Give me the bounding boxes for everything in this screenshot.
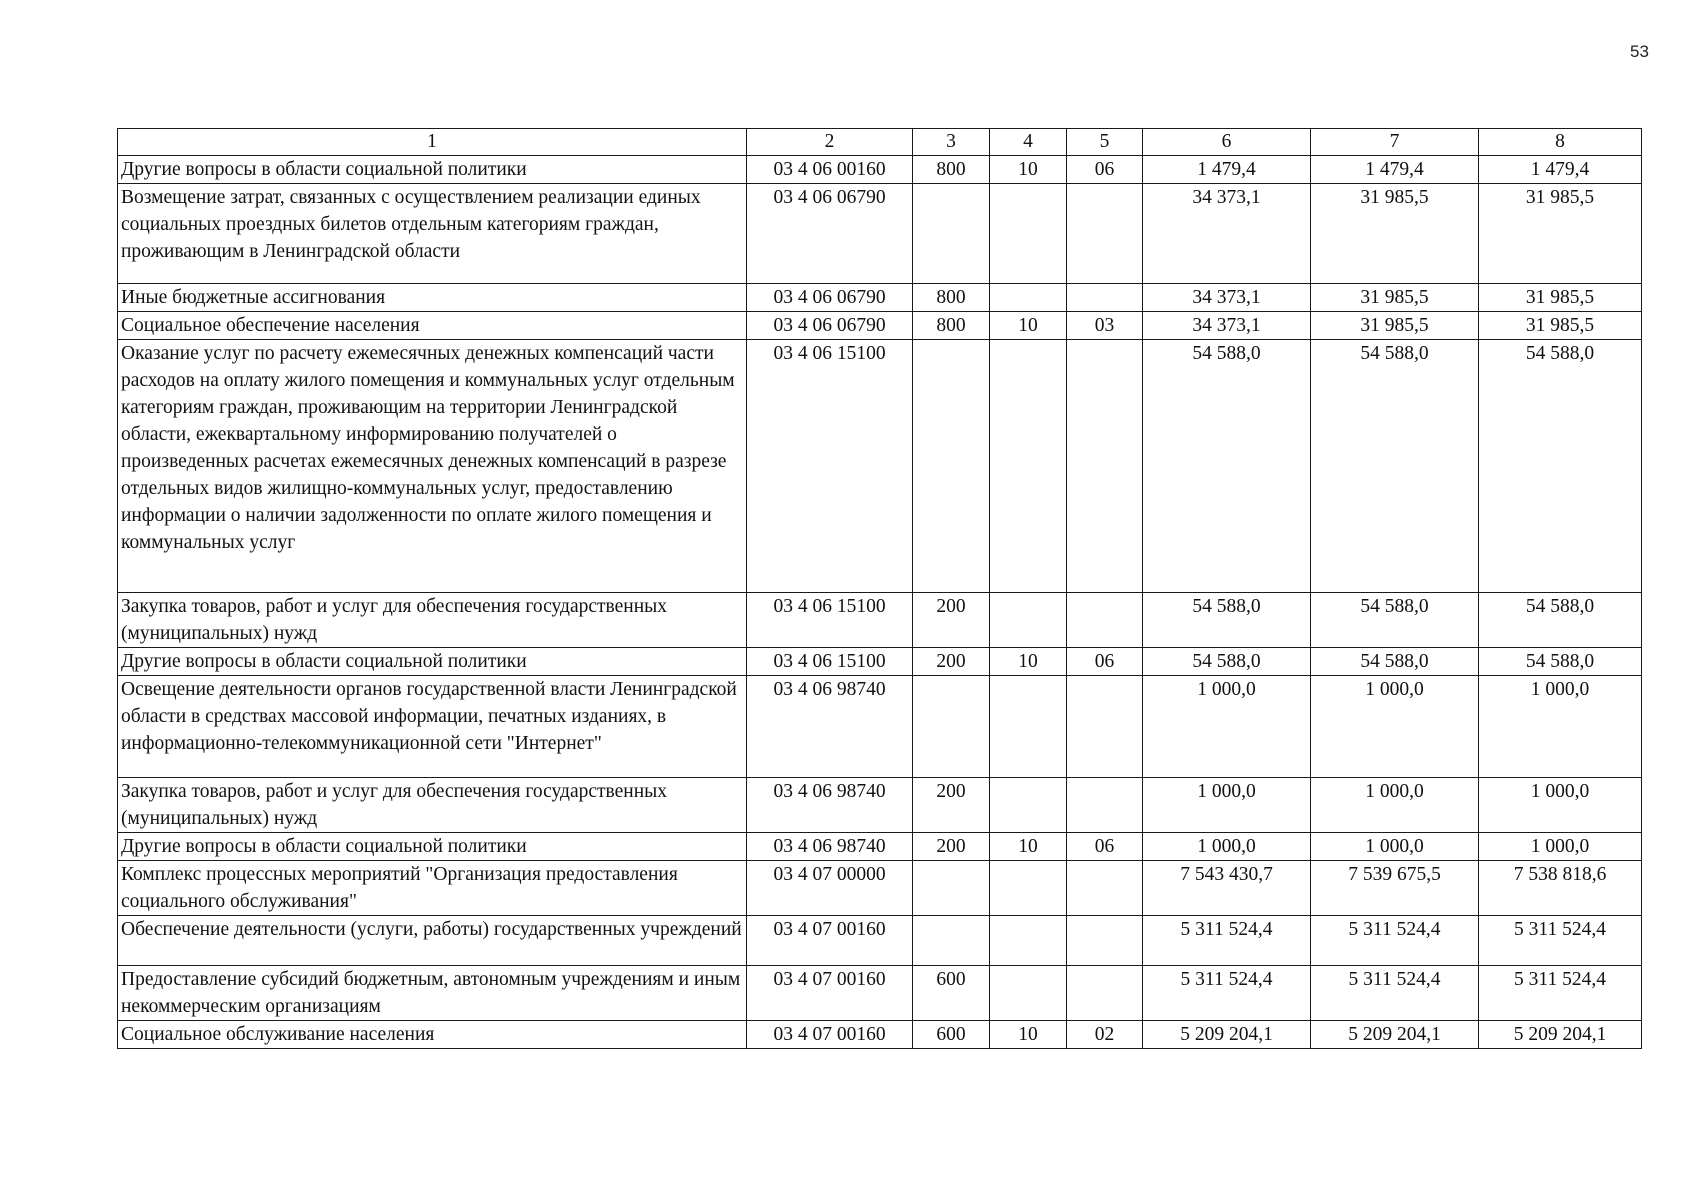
amount-col6-cell: 34 373,1: [1143, 312, 1311, 340]
table-row: [118, 312, 1642, 340]
expense-type-cell: [913, 916, 990, 966]
table-row: [118, 340, 1642, 593]
amount-col8-cell: 54 588,0: [1479, 340, 1642, 593]
target-code-cell: 03 4 06 06790: [747, 312, 913, 340]
expense-name-cell: Предоставление субсидий бюджетным, автономным учреждениям и иным некоммерческим организациям: [118, 966, 747, 1021]
subsection-cell: [1067, 916, 1143, 966]
target-code-cell: 03 4 06 98740: [747, 778, 913, 833]
amount-col8-cell: 31 985,5: [1479, 312, 1642, 340]
expense-type-cell: 600: [913, 966, 990, 1021]
amount-col7-cell: 31 985,5: [1311, 284, 1479, 312]
column-header: 8: [1479, 129, 1642, 156]
amount-col7-cell: 54 588,0: [1311, 593, 1479, 648]
amount-col8-cell: 1 000,0: [1479, 676, 1642, 778]
subsection-cell: 03: [1067, 312, 1143, 340]
section-cell: [990, 340, 1067, 593]
section-cell: [990, 284, 1067, 312]
amount-col7-cell: 54 588,0: [1311, 340, 1479, 593]
target-code-cell: 03 4 06 00160: [747, 156, 913, 184]
amount-col7-cell: 1 479,4: [1311, 156, 1479, 184]
page-number: 53: [1630, 42, 1649, 61]
expense-name-cell: Другие вопросы в области социальной политики: [118, 156, 747, 184]
table-row: [118, 1021, 1642, 1049]
amount-col7-cell: 54 588,0: [1311, 648, 1479, 676]
table-row: [118, 593, 1642, 648]
section-cell: [990, 184, 1067, 284]
target-code-cell: 03 4 06 98740: [747, 676, 913, 778]
column-header: 6: [1143, 129, 1311, 156]
subsection-cell: [1067, 778, 1143, 833]
section-cell: [990, 916, 1067, 966]
column-number-header: [118, 129, 1642, 156]
table-row: [118, 284, 1642, 312]
expense-type-cell: 800: [913, 284, 990, 312]
table-row: [118, 648, 1642, 676]
amount-col6-cell: 1 000,0: [1143, 676, 1311, 778]
amount-col7-cell: 1 000,0: [1311, 778, 1479, 833]
expense-type-cell: 600: [913, 1021, 990, 1049]
subsection-cell: 06: [1067, 156, 1143, 184]
section-cell: 10: [990, 648, 1067, 676]
section-cell: [990, 593, 1067, 648]
expense-name-cell: Социальное обеспечение населения: [118, 312, 747, 340]
amount-col7-cell: 5 209 204,1: [1311, 1021, 1479, 1049]
expense-type-cell: 800: [913, 312, 990, 340]
target-code-cell: 03 4 06 06790: [747, 184, 913, 284]
expense-name-cell: Закупка товаров, работ и услуг для обеспечения государственных (муниципальных) нужд: [118, 593, 747, 648]
target-code-cell: 03 4 06 15100: [747, 340, 913, 593]
column-header: 7: [1311, 129, 1479, 156]
amount-col6-cell: 54 588,0: [1143, 340, 1311, 593]
expense-name-cell: Другие вопросы в области социальной политики: [118, 833, 747, 861]
amount-col8-cell: 1 000,0: [1479, 833, 1642, 861]
expense-name-cell: Возмещение затрат, связанных с осуществлением реализации единых социальных проездных билетов отдельным категориям граждан, проживающим в Ленинградской области: [118, 184, 747, 284]
amount-col6-cell: 1 000,0: [1143, 833, 1311, 861]
target-code-cell: 03 4 07 00000: [747, 861, 913, 916]
section-cell: [990, 778, 1067, 833]
expense-name-cell: Закупка товаров, работ и услуг для обеспечения государственных (муниципальных) нужд: [118, 778, 747, 833]
amount-col8-cell: 5 311 524,4: [1479, 966, 1642, 1021]
target-code-cell: 03 4 07 00160: [747, 916, 913, 966]
amount-col6-cell: 34 373,1: [1143, 284, 1311, 312]
subsection-cell: [1067, 284, 1143, 312]
amount-col6-cell: 1 479,4: [1143, 156, 1311, 184]
expense-type-cell: [913, 184, 990, 284]
section-cell: 10: [990, 833, 1067, 861]
target-code-cell: 03 4 07 00160: [747, 1021, 913, 1049]
amount-col7-cell: 31 985,5: [1311, 312, 1479, 340]
expense-type-cell: 800: [913, 156, 990, 184]
subsection-cell: [1067, 593, 1143, 648]
amount-col7-cell: 31 985,5: [1311, 184, 1479, 284]
table-row: [118, 156, 1642, 184]
amount-col8-cell: 31 985,5: [1479, 284, 1642, 312]
amount-col6-cell: 5 311 524,4: [1143, 916, 1311, 966]
section-cell: 10: [990, 156, 1067, 184]
expense-type-cell: 200: [913, 778, 990, 833]
target-code-cell: 03 4 06 15100: [747, 593, 913, 648]
expense-name-cell: Обеспечение деятельности (услуги, работы) государственных учреждений: [118, 916, 747, 966]
section-cell: [990, 676, 1067, 778]
target-code-cell: 03 4 06 15100: [747, 648, 913, 676]
table-row: [118, 778, 1642, 833]
amount-col6-cell: 54 588,0: [1143, 648, 1311, 676]
expense-name-cell: Другие вопросы в области социальной политики: [118, 648, 747, 676]
target-code-cell: 03 4 06 98740: [747, 833, 913, 861]
amount-col8-cell: 1 479,4: [1479, 156, 1642, 184]
column-header: 3: [913, 129, 990, 156]
expense-name-cell: Социальное обслуживание населения: [118, 1021, 747, 1049]
expense-type-cell: [913, 340, 990, 593]
target-code-cell: 03 4 07 00160: [747, 966, 913, 1021]
expense-name-cell: Освещение деятельности органов государственной власти Ленинградской области в средствах массовой информации, печатных изданиях, в информационно-телекоммуникационной сети "Интернет": [118, 676, 747, 778]
subsection-cell: [1067, 966, 1143, 1021]
expense-type-cell: 200: [913, 833, 990, 861]
table-row: [118, 966, 1642, 1021]
subsection-cell: 02: [1067, 1021, 1143, 1049]
expense-name-cell: Иные бюджетные ассигнования: [118, 284, 747, 312]
amount-col6-cell: 1 000,0: [1143, 778, 1311, 833]
subsection-cell: [1067, 340, 1143, 593]
amount-col6-cell: 54 588,0: [1143, 593, 1311, 648]
expense-name-cell: Оказание услуг по расчету ежемесячных денежных компенсаций части расходов на оплату жилого помещения и коммунальных услуг отдельным категориям граждан, проживающим на территории Ленинградской области, ежеквартальному информированию получателей о произведенных расчетах ежемесячных денежных компенсаций в разрезе отдельных видов жилищно-коммунальных услуг, предоставлению информации о наличии задолженности по оплате жилого помещения и коммунальных услуг: [118, 340, 747, 593]
expense-type-cell: 200: [913, 593, 990, 648]
column-header: 4: [990, 129, 1067, 156]
expense-type-cell: [913, 861, 990, 916]
column-header: 5: [1067, 129, 1143, 156]
amount-col8-cell: 31 985,5: [1479, 184, 1642, 284]
expense-type-cell: 200: [913, 648, 990, 676]
amount-col8-cell: 54 588,0: [1479, 648, 1642, 676]
section-cell: 10: [990, 312, 1067, 340]
subsection-cell: 06: [1067, 833, 1143, 861]
amount-col8-cell: 54 588,0: [1479, 593, 1642, 648]
amount-col8-cell: 5 311 524,4: [1479, 916, 1642, 966]
amount-col6-cell: 5 311 524,4: [1143, 966, 1311, 1021]
expense-type-cell: [913, 676, 990, 778]
subsection-cell: [1067, 184, 1143, 284]
subsection-cell: [1067, 676, 1143, 778]
amount-col7-cell: 1 000,0: [1311, 676, 1479, 778]
expense-name-cell: Комплекс процессных мероприятий "Организация предоставления социального обслуживания": [118, 861, 747, 916]
table-row: [118, 916, 1642, 966]
section-cell: [990, 861, 1067, 916]
table-row: [118, 676, 1642, 778]
amount-col8-cell: 1 000,0: [1479, 778, 1642, 833]
section-cell: 10: [990, 1021, 1067, 1049]
column-header: 1: [118, 129, 747, 156]
table-row: [118, 184, 1642, 284]
subsection-cell: 06: [1067, 648, 1143, 676]
subsection-cell: [1067, 861, 1143, 916]
amount-col8-cell: 7 538 818,6: [1479, 861, 1642, 916]
amount-col6-cell: 5 209 204,1: [1143, 1021, 1311, 1049]
amount-col7-cell: 5 311 524,4: [1311, 966, 1479, 1021]
amount-col6-cell: 7 543 430,7: [1143, 861, 1311, 916]
amount-col7-cell: 1 000,0: [1311, 833, 1479, 861]
target-code-cell: 03 4 06 06790: [747, 284, 913, 312]
amount-col6-cell: 34 373,1: [1143, 184, 1311, 284]
budget-table: [117, 128, 1642, 1049]
table-row: [118, 861, 1642, 916]
column-header: 2: [747, 129, 913, 156]
section-cell: [990, 966, 1067, 1021]
table-row: [118, 833, 1642, 861]
amount-col7-cell: 5 311 524,4: [1311, 916, 1479, 966]
amount-col7-cell: 7 539 675,5: [1311, 861, 1479, 916]
amount-col8-cell: 5 209 204,1: [1479, 1021, 1642, 1049]
